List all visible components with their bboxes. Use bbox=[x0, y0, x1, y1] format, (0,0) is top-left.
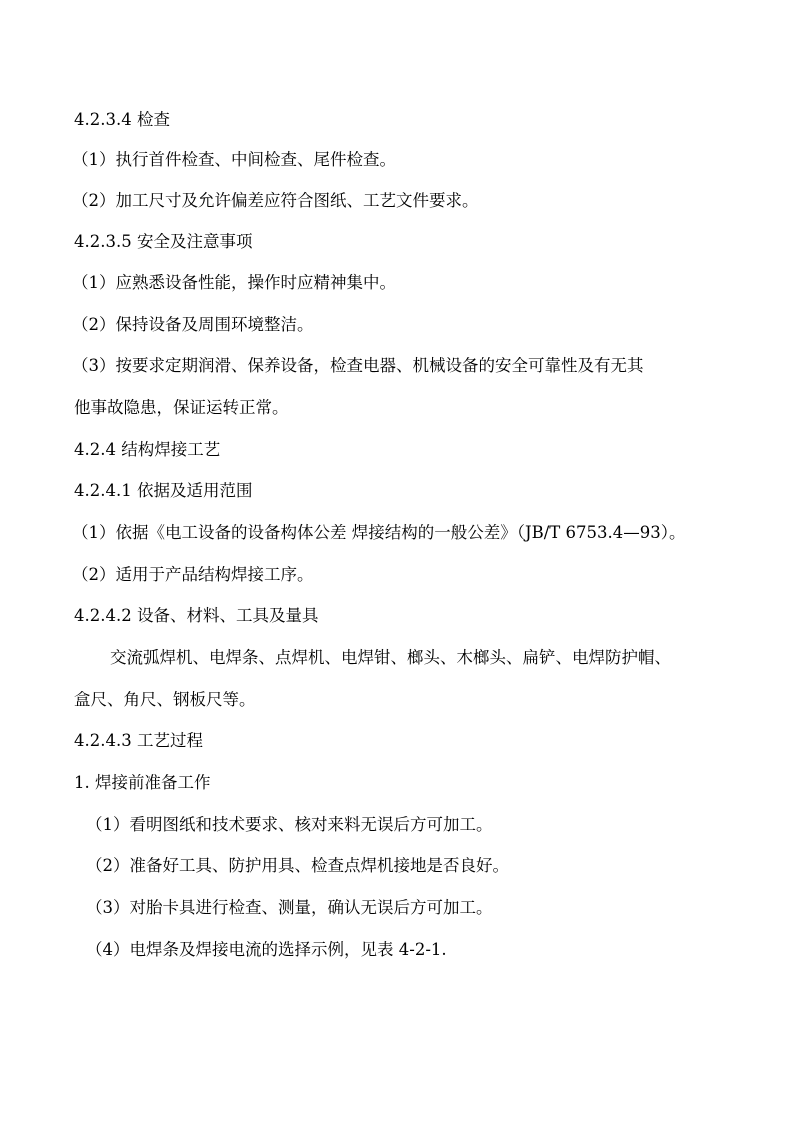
paragraph-continuation: 他事故隐患，保证运转正常。 bbox=[74, 398, 289, 417]
subheading-1: 1. 焊接前准备工作 bbox=[74, 773, 211, 792]
heading-4-2-4: 4.2.4 结构焊接工艺 bbox=[74, 440, 221, 459]
list-item: （1）应熟悉设备性能，操作时应精神集中。 bbox=[72, 273, 396, 292]
list-item: （2）适用于产品结构焊接工序。 bbox=[72, 565, 314, 584]
list-item: （2）加工尺寸及允许偏差应符合图纸、工艺文件要求。 bbox=[72, 191, 479, 210]
list-item: （3）按要求定期润滑、保养设备，检查电器、机械设备的安全可靠性及有无其 bbox=[72, 356, 644, 375]
heading-4-2-3-4: 4.2.3.4 检查 bbox=[74, 110, 170, 129]
list-item: （1）依据《电工设备的设备构体公差 焊接结构的一般公差》（JB/T 6753.4—93）。 bbox=[72, 523, 686, 542]
heading-4-2-4-2: 4.2.4.2 设备、材料、工具及量具 bbox=[74, 606, 319, 625]
heading-4-2-3-5: 4.2.3.5 安全及注意事项 bbox=[74, 232, 253, 251]
paragraph-continuation: 盒尺、角尺、钢板尺等。 bbox=[74, 690, 256, 709]
list-item: （2）准备好工具、防护用具、检查点焊机接地是否良好。 bbox=[86, 856, 509, 875]
list-item: （4）电焊条及焊接电流的选择示例，见表 4-2-1. bbox=[86, 940, 447, 959]
heading-4-2-4-1: 4.2.4.1 依据及适用范围 bbox=[74, 481, 253, 500]
paragraph: 交流弧焊机、电焊条、点焊机、电焊钳、榔头、木榔头、扁铲、电焊防护帽、 bbox=[110, 648, 671, 667]
list-item: （1）执行首件检查、中间检查、尾件检查。 bbox=[72, 150, 396, 169]
list-item: （3）对胎卡具进行检查、测量，确认无误后方可加工。 bbox=[86, 898, 493, 917]
list-item: （1）看明图纸和技术要求、核对来料无误后方可加工。 bbox=[86, 815, 493, 834]
list-item: （2）保持设备及周围环境整洁。 bbox=[72, 315, 314, 334]
heading-4-2-4-3: 4.2.4.3 工艺过程 bbox=[74, 731, 203, 750]
